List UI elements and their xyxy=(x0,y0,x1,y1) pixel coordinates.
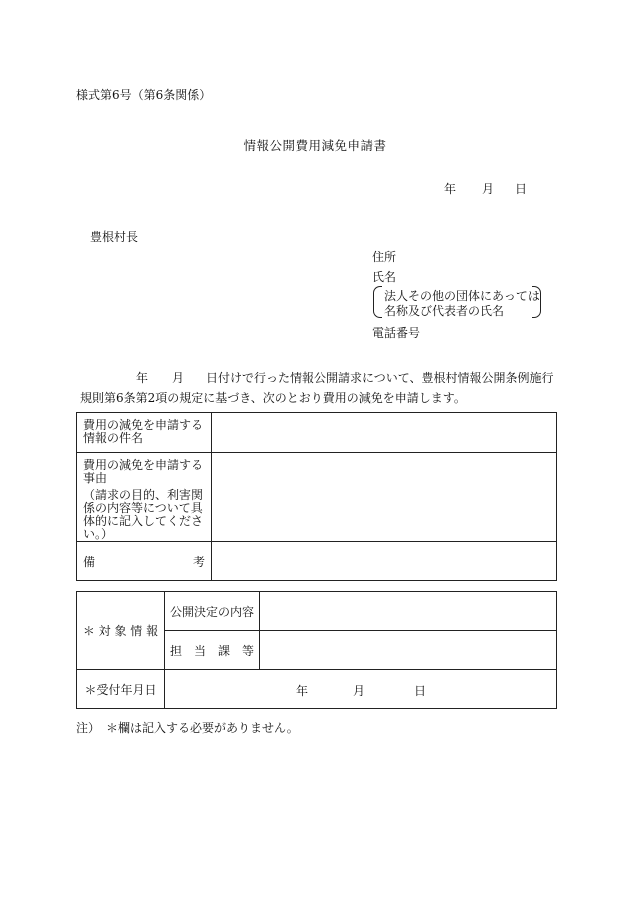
remarks-label-cell xyxy=(77,542,212,581)
name-label: 氏名 xyxy=(372,270,397,284)
corp-note-line2: 名称及び代表者の氏名 xyxy=(384,304,505,318)
staff-input-cell[interactable] xyxy=(260,631,557,670)
subject-label: 費用の減免を申請する情報の件名 xyxy=(83,418,204,445)
date-month-label: 月 xyxy=(482,182,495,196)
remarks-label-left: 備 xyxy=(83,554,96,569)
received-month: 月 xyxy=(353,684,366,698)
body-year: 年 xyxy=(136,371,149,385)
phone-label: 電話番号 xyxy=(372,326,421,340)
reason-label: 費用の減免を申請する事由 xyxy=(83,458,204,485)
page-title: 情報公開費用減免申請書 xyxy=(243,138,387,153)
reason-note: （請求の目的、利害関係の内容等について具体的に記入してください。） xyxy=(83,488,204,541)
subject-input-cell[interactable] xyxy=(212,413,557,453)
received-year: 年 xyxy=(296,684,309,698)
footnote: 注） ＊欄は記入する必要がありません。 xyxy=(76,721,299,735)
target-info-label: ＊ 対 象 情 報 xyxy=(77,592,165,670)
subject-label-cell xyxy=(77,413,212,453)
body-line-2: 規則第6条第2項の規定に基づき、次のとおり費用の減免を申請します。 xyxy=(80,391,466,405)
received-date-label: ＊受付年月日 xyxy=(77,670,165,709)
body-month: 月 xyxy=(172,371,185,385)
decision-input-cell[interactable] xyxy=(260,592,557,631)
remarks-label-right: 考 xyxy=(192,554,205,569)
body-line-1 xyxy=(80,368,560,388)
application-table xyxy=(76,412,557,581)
date-day-label: 日 xyxy=(515,182,528,196)
left-bracket xyxy=(373,286,382,318)
decision-label: 公開決定の内容 xyxy=(165,592,260,631)
reason-input-cell[interactable] xyxy=(212,453,557,542)
received-day: 日 xyxy=(414,684,427,698)
form-number: 様式第6号（第6条関係） xyxy=(76,88,212,102)
address-label: 住所 xyxy=(372,250,397,264)
date-year-label: 年 xyxy=(444,182,457,196)
received-date-cell[interactable] xyxy=(165,670,557,709)
staff-label: 担 当 課 等 xyxy=(165,631,260,670)
corporation-note xyxy=(373,286,541,318)
addressee: 豊根村長 xyxy=(90,230,139,244)
remarks-input-cell[interactable] xyxy=(212,542,557,581)
corp-note-line1: 法人その他の団体にあっては xyxy=(384,289,540,303)
reason-label-cell xyxy=(77,453,212,542)
body-line1-rest: 日付けで行った情報公開請求について、豊根村情報公開条例施行 xyxy=(206,371,554,385)
office-use-table xyxy=(76,591,557,709)
